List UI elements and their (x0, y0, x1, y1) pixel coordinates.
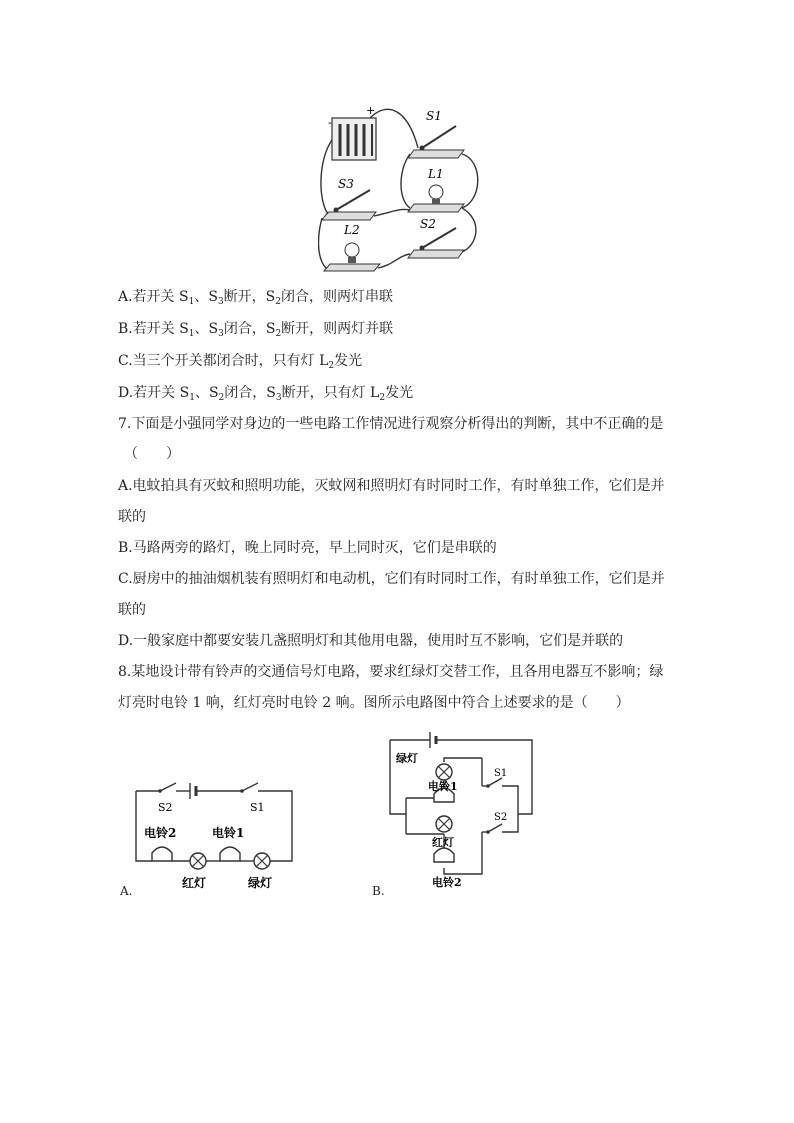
plus-label: + (366, 104, 376, 117)
bell1-icon (220, 847, 240, 861)
option-6d: D.若开关 $S_1$、$S_2$闭合，$S_3$断开，只有灯 $L_2$发光 (118, 385, 414, 403)
fig-a-green-label: 绿灯 (248, 876, 273, 890)
circuit-diagram-a (130, 775, 300, 895)
fig-a-s1-label: S1 (250, 801, 265, 814)
s3-label: S3 (338, 177, 354, 191)
option-7d: D.一般家庭中都要安装几盏照明灯和其他用电器，使用时互不影响，它们是并联的 (118, 633, 624, 649)
l2-label: L2 (344, 223, 360, 237)
battery-icon (332, 118, 376, 160)
option-7b: B.马路两旁的路灯，晚上同时亮，早上同时灭，它们是串联的 (118, 540, 497, 556)
option-7c-line2: 联的 (118, 602, 146, 618)
fig-b-green-label: 绿灯 (396, 752, 418, 765)
fig-a-bell1-label: 电铃1 (212, 826, 245, 840)
fig-a-red-label: 红灯 (182, 876, 207, 890)
circuit-figure-top (318, 100, 488, 272)
option-7a-line1: A.电蚊拍具有灭蚊和照明功能，灭蚊网和照明灯有时同时工作，有时单独工作，它们是并 (118, 478, 665, 494)
option-7a-line2: 联的 (118, 509, 146, 525)
fig-b-red-label: 红灯 (432, 836, 454, 849)
fig-b-s2-label: S2 (494, 812, 508, 823)
fig-b-s1-label: S1 (494, 768, 508, 779)
bulb-l1-icon (408, 185, 464, 212)
switch-s2-icon (408, 228, 464, 258)
option-6a: A.若开关 $S_1$、$S_3$断开，$S_2$闭合，则两灯串联 (118, 289, 393, 307)
s2-label: S2 (420, 217, 436, 231)
option-6b: B.若开关 $S_1$、$S_3$闭合，$S_2$断开，则两灯并联 (118, 321, 394, 339)
s1-label: S1 (426, 109, 442, 123)
option-6c: C.当三个开关都闭合时，只有灯 $L_2$发光 (118, 353, 363, 371)
q8-stem-line2: 灯亮时电铃 1 响，红灯亮时电铃 2 响。图所示电路图中符合上述要求的是（ ） (118, 695, 630, 711)
fig-a-bell2-label: 电铃2 (144, 826, 177, 840)
bulb-l2-icon (324, 243, 380, 271)
q7-paren: （ ） (124, 446, 180, 462)
fig-a-option-label: A. (120, 884, 133, 898)
minus-label: - (328, 116, 332, 129)
fig-b-bell1-label: 电铃1 (428, 780, 458, 793)
circuit-diagram-b (382, 728, 538, 890)
fig-b-bell2-icon (434, 848, 454, 862)
q8-stem-line1: 8.某地设计带有铃声的交通信号灯电路，要求红绿灯交替工作，且各用电器互不影响；绿 (118, 664, 664, 680)
fig-a-s2-label: S2 (158, 801, 173, 814)
q7-stem: 7.下面是小强同学对身边的一些电路工作情况进行观察分析得出的判断，其中不正确的是 (118, 416, 664, 432)
bell2-icon (152, 847, 172, 861)
switch-s3-icon (322, 190, 376, 220)
option-7c-line1: C.厨房中的抽油烟机装有照明灯和电动机，它们有时同时工作，有时单独工作，它们是并 (118, 571, 665, 587)
fig-b-bell2-label: 电铃2 (432, 876, 462, 889)
l1-label: L1 (428, 167, 444, 181)
fig-b-option-label: B. (372, 884, 385, 898)
